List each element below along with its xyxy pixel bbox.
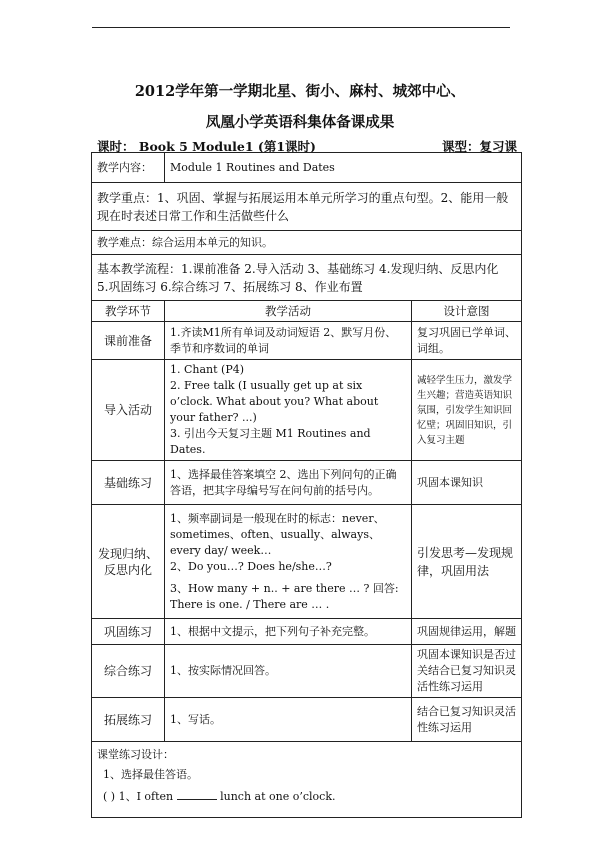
doc-title-line1: 2012学年第一学期北星、街小、麻村、城郊中心、 (134, 83, 466, 100)
intro-item-2: 2. Free talk (I usually get up at six o’clock. What about you? What about your father? ...) (170, 379, 379, 424)
question-1-end: lunch at one o’clock. (220, 790, 336, 803)
discover-item-1: 1、频率副词是一般现在时的标志：never、sometimes、often、usually、always、every day/ week… (170, 511, 385, 557)
stage-extend: 拓展练习 (92, 698, 165, 742)
activity-consolidate: 1、根据中文提示，把下列句子补充完整。 (165, 619, 412, 645)
doc-title-line2: 凤凰小学英语科集体备课成果 (205, 114, 395, 131)
table-row (92, 505, 522, 619)
activity-intro (165, 360, 412, 461)
period-label: 课时： (97, 139, 135, 154)
stage-consolidate: 巩固练习 (92, 619, 165, 645)
intent-intro: 减轻学生压力，激发学生兴趣；营造英语知识氛围，引发学生知识回忆壁；巩固旧知识，引入复习主题 (412, 360, 522, 461)
intent-extend: 结合已复习知识灵活性练习运用 (412, 698, 522, 742)
intent-integrate: 巩固本课知识是否过关结合已复习知识灵活性练习运用 (412, 645, 522, 698)
content-row (92, 153, 522, 183)
intent-prep: 复习巩固已学单词、词组。 (412, 322, 522, 360)
lesson-plan-table (91, 152, 522, 818)
classwork-row (92, 742, 522, 818)
type-label: 课型： (441, 139, 480, 154)
activity-extend: 1、写话。 (165, 698, 412, 742)
table-row (92, 698, 522, 742)
table-row (92, 322, 522, 360)
intent-discover: 引发思考—发现规律，巩固用法 (412, 505, 522, 619)
table-row (92, 360, 522, 461)
intro-item-1: 1. Chant (P4) (170, 363, 245, 376)
stage-integrate: 综合练习 (92, 645, 165, 698)
discover-item-2: 2、Do you…? Does he/she…? (170, 559, 332, 573)
question-1-start: ( ) 1、I often (103, 790, 174, 803)
stage-discover: 发现归纳、反思内化 (92, 505, 165, 619)
answer-blank (177, 789, 217, 800)
content-value: Module 1 Routines and Dates (165, 153, 522, 183)
difficulty-row (92, 231, 522, 255)
teaching-difficulty: 教学难点：综合运用本单元的知识。 (92, 231, 522, 255)
process-row (92, 255, 522, 301)
process-line-2: 5.巩固练习 6.综合练习 7、拓展练习 8、作业布置 (97, 279, 363, 294)
intent-basic: 巩固本课知识 (412, 461, 522, 505)
period-value: Book 5 Module1 (第1课时) (138, 139, 316, 154)
activity-discover (165, 505, 412, 619)
classwork-title: 课堂练习设计： (97, 748, 174, 761)
header-stage: 教学环节 (92, 301, 165, 322)
teaching-process (92, 255, 522, 301)
header-activity: 教学活动 (165, 301, 412, 322)
stage-intro: 导入活动 (92, 360, 165, 461)
header-intent: 设计意图 (412, 301, 522, 322)
activity-integrate: 1、按实际情况回答。 (165, 645, 412, 698)
content-label: 教学内容： (92, 153, 165, 183)
type-value: 复习课 (479, 139, 517, 154)
table-row (92, 619, 522, 645)
classwork-question-1 (97, 789, 516, 805)
activity-basic: 1、选择最佳答案填空 2、选出下列问句的正确答语，把其字母编号写在问句前的括号内。 (165, 461, 412, 505)
header-row (92, 301, 522, 322)
table-row (92, 645, 522, 698)
process-line-1: 基本教学流程：1.课前准备 2.导入活动 3、基础练习 4.发现归纳、反思内化 (97, 261, 499, 276)
top-rule (92, 27, 510, 28)
classwork-cell (92, 742, 522, 818)
activity-prep: 1.齐读M1所有单词及动词短语 2、默写月份、季节和序数词的单词 (165, 322, 412, 360)
teaching-focus: 教学重点：1、巩固、掌握与拓展运用本单元所学习的重点句型。2、能用一般现在时表述日常工作和生活做些什么 (92, 183, 522, 231)
classwork-sub: 1、选择最佳答语。 (103, 768, 198, 781)
stage-basic: 基础练习 (92, 461, 165, 505)
focus-row (92, 183, 522, 231)
stage-prep: 课前准备 (92, 322, 165, 360)
intent-consolidate: 巩固规律运用，解题 (412, 619, 522, 645)
discover-item-3: 3、How many + n.. + are there … ? 回答: There is one. / There are … . (170, 581, 399, 611)
intro-item-3: 3. 引出今天复习主题 M1 Routines and Dates. (170, 427, 371, 456)
table-row (92, 461, 522, 505)
